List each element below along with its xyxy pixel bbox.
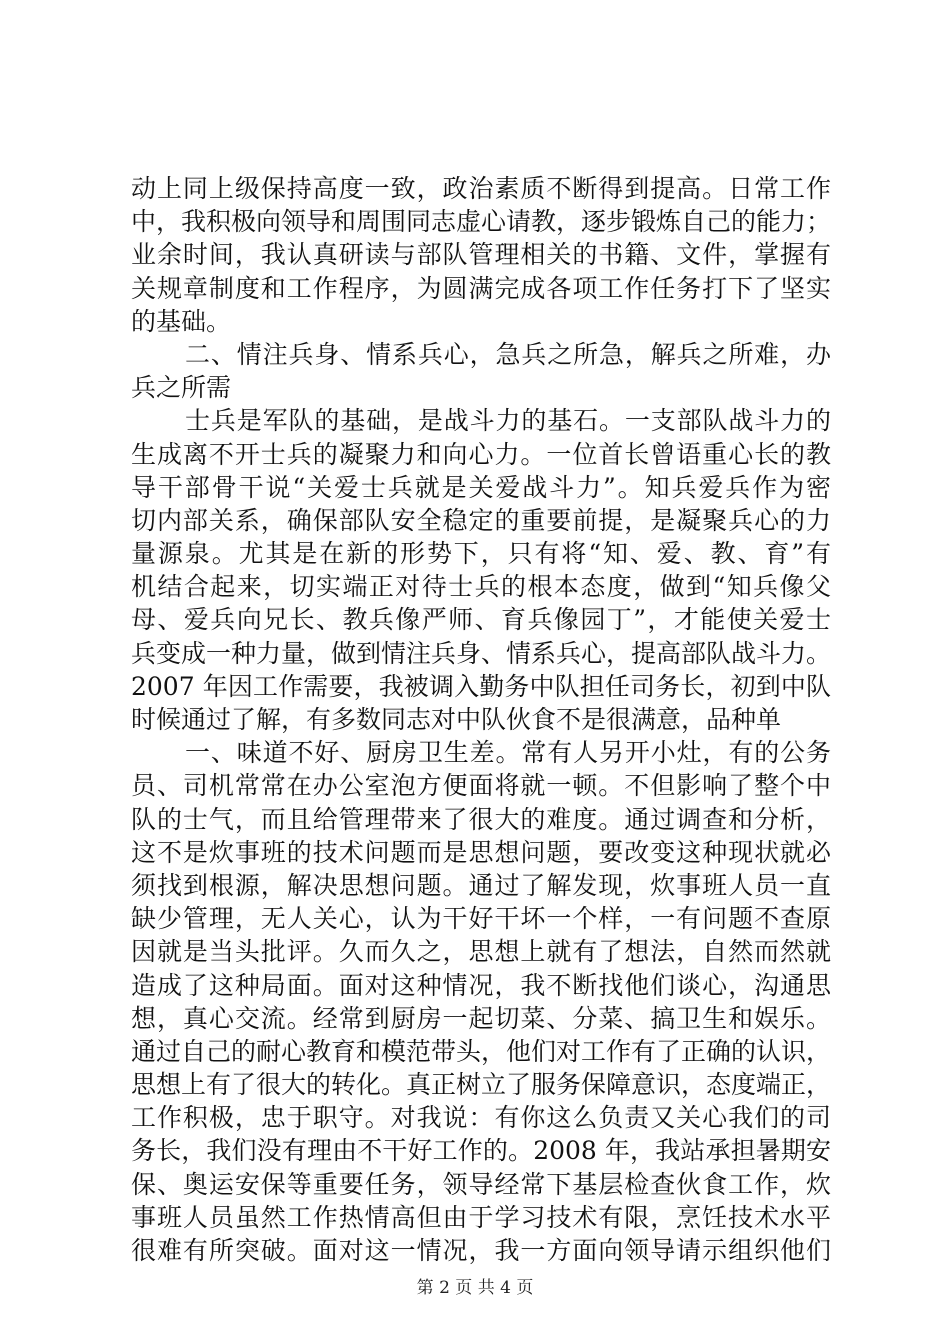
text-line: 务长，我们没有理由不干好工作的。2008 年，我站承担暑期安 (131, 1136, 831, 1166)
page-footer (0, 1273, 950, 1298)
text-line: 兵变成一种力量，做到情注兵身、情系兵心，提高部队战斗力。 (131, 638, 832, 668)
page-number-label: 第 2 页 共 4 页 (416, 1278, 534, 1298)
text-line: 2007 年因工作需要，我被调入勤务中队担任司务长，初到中队 (131, 671, 831, 701)
text-line: 导干部骨干说“关爱士兵就是关爱战斗力”。知兵爱兵作为密 (131, 472, 831, 502)
text-line: 缺少管理，无人关心，认为干好干坏一个样，一有问题不查原 (131, 904, 831, 934)
text-line: 造成了这种局面。面对这种情况，我不断找他们谈心，沟通思 (131, 970, 831, 1000)
text-line: 保、奥运安保等重要任务，领导经常下基层检查伙食工作，炊 (131, 1169, 831, 1199)
text-line: 业余时间，我认真研读与部队管理相关的书籍、文件，掌握有 (131, 240, 831, 270)
document-body (131, 172, 831, 1267)
section-heading-line: 二、情注兵身、情系兵心，急兵之所急，解兵之所难，办 (185, 339, 831, 369)
text-line: 生成离不开士兵的凝聚力和向心力。一位首长曾语重心长的教 (131, 439, 831, 469)
text-line: 思想上有了很大的转化。真正树立了服务保障意识，态度端正， (131, 1070, 832, 1100)
text-line: 的基础。 (131, 306, 232, 336)
text-line: 量源泉。尤其是在新的形势下，只有将“知、爱、教、育”有 (131, 539, 831, 569)
text-line: 想，真心交流。经常到厨房一起切菜、分菜、搞卫生和娱乐。 (131, 1003, 831, 1033)
text-line: 因就是当头批评。久而久之，思想上就有了想法，自然而然就 (131, 937, 831, 967)
text-line: 工作积极，忠于职守。对我说：有你这么负责又关心我们的司 (131, 1103, 831, 1133)
text-line: 母、爱兵向兄长、教兵像严师、育兵像园丁”，才能使关爱士 (131, 605, 831, 635)
text-line: 机结合起来，切实端正对待士兵的根本态度，做到“知兵像父 (131, 572, 831, 602)
text-line: 通过自己的耐心教育和模范带头，他们对工作有了正确的认识， (131, 1036, 832, 1066)
section-heading-line: 兵之所需 (131, 373, 232, 403)
text-line: 切内部关系，确保部队安全稳定的重要前提，是凝聚兵心的力 (131, 505, 831, 535)
text-line: 关规章制度和工作程序，为圆满完成各项工作任务打下了坚实 (131, 273, 831, 303)
text-line: 一、味道不好、厨房卫生差。常有人另开小灶，有的公务 (185, 738, 831, 768)
text-line: 动上同上级保持高度一致，政治素质不断得到提高。日常工作 (131, 174, 831, 203)
text-line: 士兵是军队的基础，是战斗力的基石。一支部队战斗力的 (185, 406, 831, 436)
text-line: 中，我积极向领导和周围同志虚心请教，逐步锻炼自己的能力； (131, 207, 832, 237)
text-line: 员、司机常常在办公室泡方便面将就一顿。不但影响了整个中 (131, 771, 831, 801)
text-line: 队的士气，而且给管理带来了很大的难度。通过调查和分析， (131, 804, 831, 834)
text-line: 时候通过了解，有多数同志对中队伙食不是很满意，品种单 (131, 705, 782, 734)
text-line: 这不是炊事班的技术问题而是思想问题，要改变这种现状就必 (131, 837, 831, 867)
text-line: 须找到根源，解决思想问题。通过了解发现，炊事班人员一直 (131, 870, 831, 900)
text-line: 事班人员虽然工作热情高但由于学习技术有限，烹饪技术水平 (131, 1202, 831, 1232)
text-line: 很难有所突破。面对这一情况，我一方面向领导请示组织他们 (131, 1236, 831, 1265)
